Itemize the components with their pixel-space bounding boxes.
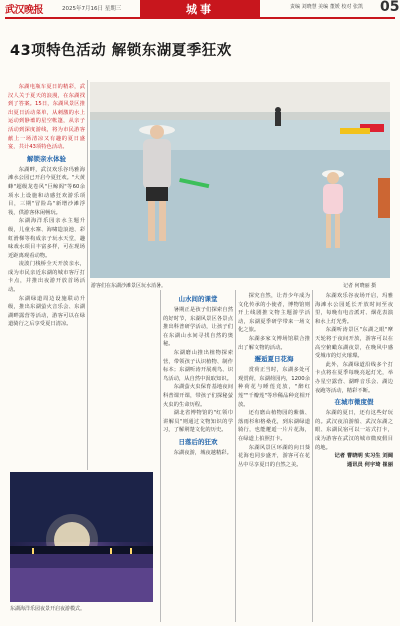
subhead-flowers: 邂逅夏日花海 xyxy=(254,355,294,364)
paragraph: 东湖风景区环湖的向日葵花海也同步盛开，游客可在花丛中尽享夏日的自然之美。 xyxy=(238,444,310,468)
subhead-night: 日落后的狂欢 xyxy=(178,437,218,446)
paragraph: 东湖听涛景区"东湖之眼"摩天轮将于夜间开放，游客可以在高空俯瞰东湖夜景，在晚风中感受城市的灯火璀璨。 xyxy=(315,327,393,360)
beach-scene xyxy=(90,82,390,278)
subhead-classroom: 山水间的课堂 xyxy=(178,295,218,303)
issue-date: 2025年7月16日 星期三 xyxy=(62,6,122,12)
night-photo xyxy=(10,472,153,602)
newspaper-logo: 武汉晚报 xyxy=(5,5,43,16)
byline-correspondents: 通讯员 何宇琦 崔丽 xyxy=(346,461,393,468)
paragraph: 东湖磨山推出植物探索营，带领孩子认识植物、制作标本；东湖听涛开展观鸟、识鸟活动，从自然中汲取知识。 xyxy=(163,349,233,382)
byline-reporters: 记者 曹晓明 实习生 刘阔 xyxy=(334,453,393,460)
paragraph: 东湖海洋乐园亲水主题升级，儿童水寨、海啸造浪池、彩虹滑梯等构成亲子玩水天堂，趣味戏水项目丰富多样，可在现场近距离观看动物。 xyxy=(8,218,85,259)
photo-caption: 游客们在东湖沙滩景区玩水消暑。 xyxy=(91,283,167,289)
headline: 43项特色活动 解锁东湖夏季狂欢 xyxy=(10,43,232,59)
section-tag: 城事 xyxy=(140,0,260,17)
paragraph: 探究自然，让青少年成为文化传承的小使者，博物馆则开上线剧推文物主题游学活动，东湖夏季研学带来一场文化之旅。 xyxy=(238,293,310,334)
paragraph: 暑期正是孩子们探索自然的好时节，东湖风景区各景点推出科普研学活动，让孩子们在东湖山水间寻找自然的奥秘。 xyxy=(163,307,233,348)
column-divider xyxy=(312,290,313,622)
paragraph: 东湖的夏日，还有这些好玩的。武汉夜泊游船、武汉东湖之眼、东湖民宿可以一站式打卡，成为游客在武汉的城市微度假目的地。 xyxy=(315,410,393,451)
paragraph: 还有磨山植物园的紫薇、落雨杉和格桑花，到东湖绿道骑行，也能邂逅一片片花海，在绿道上拍照打卡。 xyxy=(238,410,310,442)
paragraph: 东湖绿道周边设施联动升级，推出东湖萤火音乐会、东湖湖畔露营等活动，游客可以在绿道骑行之后享受夏日清凉。 xyxy=(8,295,85,328)
paragraph: 东湖多家文博场馆联合推出了解文物的活动。 xyxy=(238,335,310,351)
column-2 xyxy=(163,292,233,622)
subhead-vacation: 在城市微度假 xyxy=(334,398,374,407)
column-4 xyxy=(315,292,393,622)
column-divider xyxy=(235,290,236,622)
subhead-water: 解锁亲水体验 xyxy=(27,154,66,163)
column-3 xyxy=(238,292,310,622)
night-scene xyxy=(10,472,153,602)
paragraph: 此外，东湖绿道沿线多个打卡点将在夏季每晚亮起灯光，举办星空露营、湖畔音乐会、湖边夜跑等活动，精彩不断。 xyxy=(315,361,393,394)
page-number: 05 xyxy=(380,0,400,15)
night-photo-caption: 东湖海洋乐园夜景开启夜游模式。 xyxy=(10,606,86,612)
paragraph: 湖北省博物馆的"红领巾讲解员"则通过文物知识的学习，了解荆楚文化的历史。 xyxy=(163,410,233,434)
beach-photo xyxy=(90,82,390,278)
paragraph: 东湖萤火虫保育基地夜间科普课开课，带孩子们探秘萤火虫的生命历程。 xyxy=(163,384,233,408)
paragraph: 东湖畔，武汉欢乐谷玛雅海滩水公园已开启今夏狂欢。"大黄蜂"超级龙卷风"巨鲸阁"等60余项水上设施和动感狂欢游乐项目，三期"冒险岛"新增沙滩浮筏，供游客休闲畅玩。 xyxy=(8,166,85,216)
column-1 xyxy=(8,83,85,468)
column-divider xyxy=(160,290,161,622)
paragraph: 赏荷正当时，东湖多处可观赏荷，东湖荷园内，1200余种荷花与睡莲竞放，"醉红莲""千瓣莲"等珍稀品种竞相开放。 xyxy=(238,367,310,408)
paragraph: 东湖欢乐谷夜场开启，玛雅海滩水公园延长开放时间至夜里，每晚有电音派对、烟花表演和水上灯光秀。 xyxy=(315,293,393,325)
paragraph: 凌波门栈桥全天开放亲水，成为市民亲近东湖的城市客厅打卡点，并推出夜游开放首场活动。 xyxy=(8,261,85,294)
lead-paragraph: 东湖电瓶车夏日的精彩，武汉人关于夏天的浪漫，在东湖找到了答案。15日，东湖风景区推出夏日活动菜单，从刺激的水上运动到静谧的星空帐篷，从亲子活动到深度游线，将为市民游客献上一场清凉又有趣的夏日盛宴，共计43项特色活动。 xyxy=(8,84,85,151)
photo-credit: 记者 何晓丽 摄 xyxy=(343,283,377,289)
column-divider xyxy=(87,80,88,470)
masthead-divider xyxy=(5,17,395,19)
editor-credits: 责编 刘晓慧 美编 董媛 校对 张凯 xyxy=(290,4,363,10)
paragraph: 东湖夜游，城夜越精彩。 xyxy=(173,449,232,456)
